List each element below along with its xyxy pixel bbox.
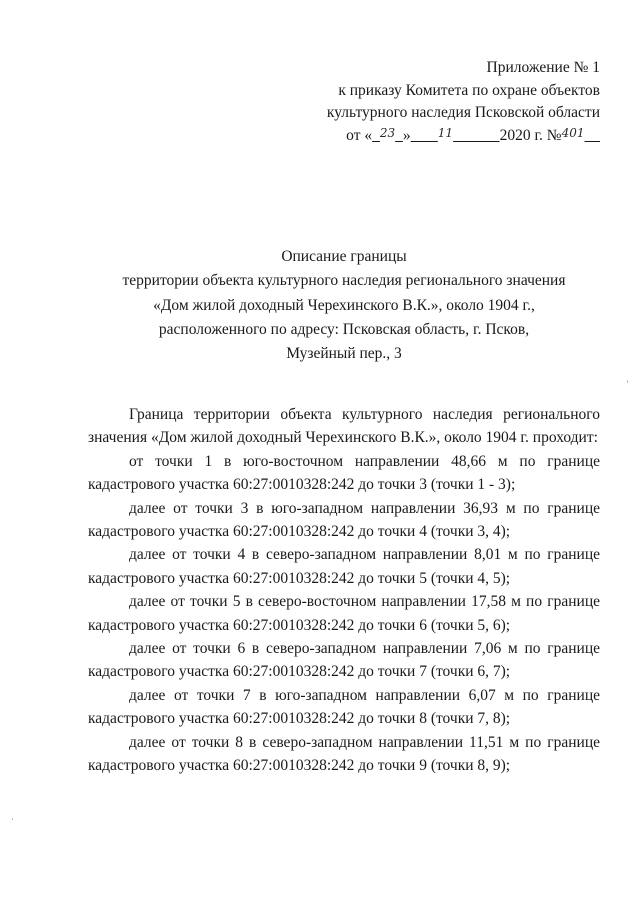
- appendix-header: [260, 57, 600, 147]
- title-line-4: расположенного по адресу: Псковская область, г. Псков,: [158, 320, 530, 338]
- appendix-title: Приложение № 1: [486, 59, 600, 76]
- date-month: 11: [437, 125, 454, 140]
- title-line-3: «Дом жилой доходный Черехинского В.К.», около 1904 г.,: [153, 296, 535, 314]
- document-title: [88, 245, 600, 366]
- date-day-field: [372, 127, 403, 144]
- date-year: 2020 г. №: [499, 126, 562, 144]
- title-line-1: Описание границы: [281, 248, 407, 265]
- paragraph-intro: Граница территории объекта культурного наследия регионального значения «Дом жилой доходный Черехинского В.К.», около 1904 г. проходит:: [88, 406, 600, 447]
- paragraph-segment-5: далее от точки 6 в северо-западном направлении 7,06 м по границе кадастрового участка 60:27:0010328:242 до точки 7 (точки 6, 7);: [88, 640, 600, 681]
- date-month-field: [411, 127, 500, 144]
- order-number-field: [562, 127, 600, 144]
- appendix-order-ref: к приказу Комитета по охране объектов: [338, 81, 600, 99]
- date-day: 23: [379, 125, 396, 140]
- appendix-date-line: [260, 125, 600, 148]
- title-line-2: территории объекта культурного наследия регионального значения: [122, 272, 566, 290]
- paragraph-segment-3: далее от точки 4 в северо-западном направлении 8,01 м по границе кадастрового участка 60:27:0010328:242 до точки 5 (точки 4, 5);: [88, 546, 600, 587]
- paragraph-segment-1: от точки 1 в юго-восточном направлении 48,66 м по границе кадастрового участка 60:27:0010328:242 до точки 3 (точки 1 - 3);: [88, 452, 600, 494]
- paragraph-segment-6: далее от точки 7 в юго-западном направлении 6,07 м по границе кадастрового участка 60:27:0010328:242 до точки 8 (точки 7, 8);: [88, 686, 600, 728]
- title-line-5: Музейный пер., 3: [286, 345, 402, 363]
- paragraph-segment-2: далее от точки 3 в юго-западном направлении 36,93 м по границе кадастрового участка 60:27:0010328:242 до точки 4 (точки 3, 4);: [88, 499, 600, 541]
- order-number: 401: [561, 125, 585, 140]
- date-mid: »: [402, 126, 411, 144]
- scan-speck: [627, 380, 628, 383]
- document-body: [88, 403, 600, 778]
- appendix-committee: культурного наследия Псковской области: [326, 104, 600, 121]
- scan-speck: [12, 818, 13, 820]
- paragraph-segment-7: далее от точки 8 в северо-западном направлении 11,51 м по границе кадастрового участка 60:27:0010328:242 до точки 9 (точки 8, 9);: [88, 733, 600, 775]
- date-prefix: от «: [346, 126, 373, 144]
- paragraph-segment-4: далее от точки 5 в северо-восточном направлении 17,58 м по границе кадастрового участка 60:27:0010328:242 до точки 6 (точки 5, 6);: [88, 593, 600, 634]
